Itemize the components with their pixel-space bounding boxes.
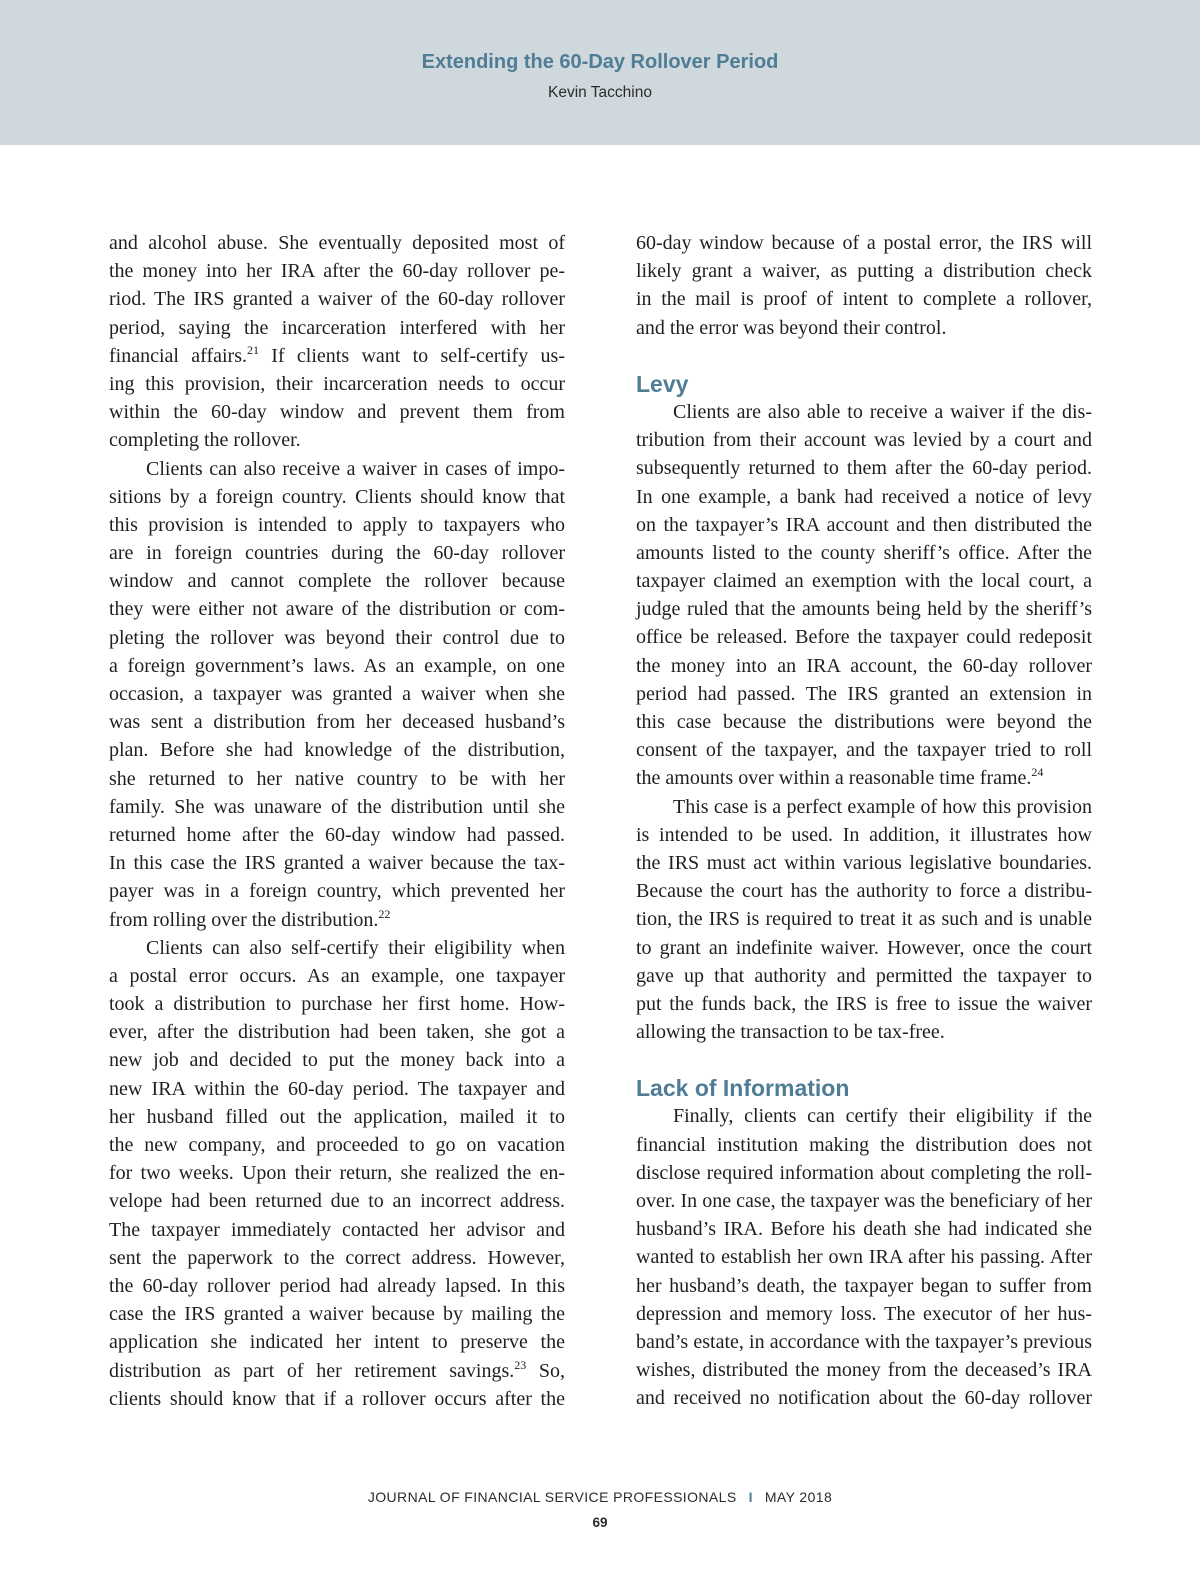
- text-line: [636, 257, 1092, 285]
- line-text: is intended to be used. In addition, it illustrates how: [636, 823, 1092, 846]
- text-line: [636, 595, 1092, 623]
- line-text: financial affairs.: [109, 344, 247, 367]
- text-line: [109, 708, 565, 736]
- line-text: on the taxpayer’s IRA account and then distributed the: [636, 513, 1092, 536]
- text-line: [109, 1216, 565, 1244]
- text-line: [109, 285, 565, 313]
- text-line: [636, 962, 1092, 990]
- text-line: [636, 1356, 1092, 1384]
- line-text: took a distribution to purchase her first home. How-: [109, 993, 565, 1016]
- text-line: [636, 1187, 1092, 1215]
- line-text: for two weeks. Upon their return, she realized the en-: [109, 1162, 565, 1185]
- line-text: the new company, and proceeded to go on vacation: [109, 1134, 565, 1156]
- text-line: [109, 821, 565, 849]
- text-line: [109, 652, 565, 680]
- text-line: [109, 736, 565, 764]
- line-text: depression and memory loss. The executor of her hus-: [636, 1302, 1092, 1325]
- line-text: this provision is intended to apply to taxpayers who: [109, 513, 565, 536]
- text-line: [109, 483, 565, 511]
- text-line: [636, 990, 1092, 1018]
- line-text: was sent a distribution from her deceased husband’s: [109, 711, 565, 734]
- text-line: [636, 1300, 1092, 1328]
- line-text: Clients are also able to receive a waiver if the dis-: [673, 400, 1092, 423]
- text-line: [636, 454, 1092, 482]
- line-text: payer was in a foreign country, which prevented her: [109, 880, 565, 903]
- text-line: [109, 1018, 565, 1046]
- text-line: [109, 314, 565, 342]
- line-text: sent the paperwork to the correct address. However,: [109, 1246, 565, 1269]
- line-text: wanted to establish her own IRA after his passing. After: [636, 1246, 1092, 1269]
- line-text: judge ruled that the amounts being held by the sheriff’s: [636, 598, 1092, 621]
- line-text: 60-day window because of a postal error, the IRS will: [636, 232, 1092, 254]
- line-text: and the error was beyond their control.: [636, 316, 947, 339]
- line-text: put the funds back, the IRS is free to issue the waiver: [636, 992, 1092, 1015]
- line-text: case the IRS granted a waiver because by mailing the: [109, 1303, 565, 1326]
- text-line: [109, 849, 565, 877]
- line-text: and alcohol abuse. She eventually deposited most of: [109, 232, 565, 254]
- line-text: her husband’s death, the taxpayer began to suffer from: [636, 1274, 1092, 1297]
- text-line: [109, 1385, 565, 1413]
- line-text: Because the court has the authority to force a distribu-: [636, 880, 1092, 903]
- line-text: application she indicated her intent to preserve the: [109, 1331, 565, 1354]
- text-line: [109, 595, 565, 623]
- line-text: and received no notification about the 60-day rollover: [636, 1387, 1092, 1410]
- text-line: [109, 962, 565, 990]
- text-line: [636, 426, 1092, 454]
- text-line: [636, 483, 1092, 511]
- line-text: window and cannot complete the rollover because: [109, 570, 565, 593]
- text-line: [109, 398, 565, 426]
- text-line: [109, 567, 565, 595]
- line-text: period, saying the incarceration interfered with her: [109, 316, 565, 339]
- text-line: [636, 821, 1092, 849]
- line-text: husband’s IRA. Before his death she had indicated she: [636, 1218, 1092, 1241]
- line-text: band’s estate, in accordance with the taxpayer’s previous: [636, 1330, 1092, 1353]
- line-text: the money into her IRA after the 60-day rollover pe-: [109, 260, 565, 283]
- text-line: [636, 539, 1092, 567]
- line-text: tion, the IRS is required to treat it as such and is unable: [636, 908, 1092, 931]
- line-text: office be released. Before the taxpayer could redeposit: [636, 626, 1092, 649]
- text-line: [109, 1272, 565, 1300]
- line-text: The taxpayer immediately contacted her advisor and: [109, 1218, 565, 1241]
- text-line: [636, 1131, 1092, 1159]
- text-line: [636, 567, 1092, 595]
- text-line: [109, 539, 565, 567]
- text-line: [636, 708, 1092, 736]
- text-line: [636, 736, 1092, 764]
- line-text: consent of the taxpayer, and the taxpayer tried to roll: [636, 739, 1092, 762]
- text-line: [109, 1187, 565, 1215]
- line-text: Finally, clients can certify their eligibility if the: [673, 1105, 1092, 1128]
- line-text: velope had been returned due to an incorrect address.: [109, 1190, 565, 1213]
- text-line: [109, 793, 565, 821]
- right-text-column: [636, 229, 1092, 1413]
- line-text: This case is a perfect example of how this provision: [673, 795, 1092, 818]
- line-text: are in foreign countries during the 60-day rollover: [109, 542, 565, 565]
- text-line: [109, 1328, 565, 1356]
- line-text: from rolling over the distribution.: [109, 908, 379, 931]
- line-text: period had passed. The IRS granted an extension in: [636, 682, 1092, 705]
- line-text: subsequently returned to them after the 60-day period.: [636, 457, 1092, 480]
- section-gap: [636, 342, 1092, 370]
- text-line: [636, 877, 1092, 905]
- line-text: the amounts over within a reasonable time frame.: [636, 767, 1032, 790]
- section-heading: Lack of Information: [636, 1075, 850, 1102]
- line-text: riod. The IRS granted a waiver of the 60-day rollover: [109, 288, 565, 311]
- line-text: wishes, distributed the money from the deceased’s IRA: [636, 1359, 1092, 1382]
- line-text-continuation: If clients want to self-certify us-: [258, 344, 565, 367]
- line-text: to grant an indefinite waiver. However, once the court: [636, 936, 1092, 959]
- article-author: Kevin Tacchino: [548, 84, 652, 101]
- footnote-reference: 24: [1031, 765, 1044, 780]
- text-line: [109, 1159, 565, 1187]
- page-number: 69: [592, 1515, 608, 1530]
- footnote-reference: 23: [514, 1357, 527, 1372]
- text-line: [109, 1300, 565, 1328]
- line-text: plan. Before she had knowledge of the distribution,: [109, 739, 565, 762]
- text-line: [636, 1384, 1092, 1412]
- line-text: completing the rollover.: [109, 429, 301, 452]
- line-text: ing this provision, their incarceration needs to occur: [109, 372, 565, 395]
- text-line: [636, 398, 1092, 426]
- line-text: Clients can also receive a waiver in cases of impo-: [146, 457, 565, 480]
- line-text: this case because the distributions were beyond the: [636, 711, 1092, 733]
- text-line: [109, 1357, 565, 1385]
- line-text: new job and decided to put the money back into a: [109, 1049, 565, 1072]
- line-text: she returned to her native country to be with her: [109, 767, 565, 790]
- text-line: [109, 990, 565, 1018]
- line-text: a foreign government’s laws. As an example, on one: [109, 654, 565, 677]
- text-line: [109, 1103, 565, 1131]
- text-line: [636, 229, 1092, 257]
- line-text: in the mail is proof of intent to complete a rollover,: [636, 288, 1092, 311]
- footnote-reference: 22: [378, 906, 391, 921]
- line-text: her husband filled out the application, mailed it to: [109, 1105, 565, 1128]
- text-line: [636, 1159, 1092, 1187]
- section-gap: [636, 1046, 1092, 1074]
- text-line: [636, 934, 1092, 962]
- footer-separator: I: [748, 1489, 753, 1505]
- text-line: [109, 1046, 565, 1074]
- text-line: [636, 1243, 1092, 1271]
- text-line: [109, 1244, 565, 1272]
- line-text: the IRS must act within various legislative boundaries.: [636, 851, 1092, 874]
- text-line: [636, 511, 1092, 539]
- text-line: [109, 342, 565, 370]
- line-text: the 60-day rollover period had already lapsed. In this: [109, 1274, 565, 1297]
- line-text-continuation: So,: [526, 1359, 566, 1382]
- line-text: occasion, a taxpayer was granted a waiver when she: [109, 683, 565, 705]
- text-line: [636, 1102, 1092, 1130]
- text-line: [636, 1272, 1092, 1300]
- text-line: [109, 1131, 565, 1159]
- text-line: [636, 793, 1092, 821]
- text-line: [636, 1328, 1092, 1356]
- line-text: financial institution making the distribution does not: [636, 1133, 1092, 1156]
- text-line: [109, 877, 565, 905]
- footer-journal-line: [0, 1489, 1200, 1505]
- text-line: [109, 257, 565, 285]
- line-text: disclose required information about completing the roll-: [636, 1161, 1092, 1184]
- line-text: ever, after the distribution had been taken, she got a: [109, 1021, 565, 1044]
- text-line: [109, 426, 565, 454]
- line-text: In one example, a bank had received a notice of levy: [636, 485, 1092, 508]
- text-line: [109, 455, 565, 483]
- line-text: allowing the transaction to be tax-free.: [636, 1021, 945, 1044]
- text-line: [636, 1018, 1092, 1046]
- line-text: a postal error occurs. As an example, one taxpayer: [109, 964, 565, 987]
- line-text: pleting the rollover was beyond their control due to: [109, 626, 565, 649]
- text-line: [636, 764, 1092, 792]
- line-text: within the 60-day window and prevent them from: [109, 401, 565, 424]
- text-line: [109, 229, 565, 257]
- text-line: [636, 905, 1092, 933]
- section-heading: Levy: [636, 370, 689, 397]
- line-text: sitions by a foreign country. Clients should know that: [109, 485, 565, 508]
- text-line: [636, 623, 1092, 651]
- text-line: [109, 765, 565, 793]
- issue-date: MAY 2018: [764, 1489, 833, 1505]
- line-text: distribution as part of her retirement savings.: [109, 1359, 515, 1382]
- line-text: family. She was unaware of the distribution until she: [109, 795, 565, 818]
- article-title: Extending the 60-Day Rollover Period: [421, 51, 779, 73]
- text-line: [636, 314, 1092, 342]
- text-line: [109, 906, 565, 934]
- line-text: returned home after the 60-day window had passed.: [109, 823, 565, 846]
- line-text: Clients can also self-certify their eligibility when: [146, 936, 565, 959]
- text-line: [109, 624, 565, 652]
- line-text: tribution from their account was levied by a court and: [636, 429, 1092, 452]
- text-line: [109, 934, 565, 962]
- line-text: over. In one case, the taxpayer was the beneficiary of her: [636, 1190, 1092, 1212]
- text-line: [636, 285, 1092, 313]
- line-text: likely grant a waiver, as putting a distribution check: [636, 260, 1092, 283]
- line-text: clients should know that if a rollover occurs after the: [109, 1387, 565, 1410]
- text-line: [636, 680, 1092, 708]
- text-line: [636, 849, 1092, 877]
- text-line: [636, 652, 1092, 680]
- text-line: [109, 370, 565, 398]
- footnote-reference: 21: [246, 342, 259, 357]
- text-line: [109, 680, 565, 708]
- text-line: [109, 511, 565, 539]
- running-header: [0, 0, 1200, 145]
- line-text: the money into an IRA account, the 60-day rollover: [636, 654, 1092, 677]
- line-text: they were either not aware of the distribution or com-: [109, 598, 565, 621]
- left-text-column: [109, 229, 565, 1413]
- line-text: amounts listed to the county sheriff’s office. After the: [636, 541, 1092, 564]
- text-line: [109, 1075, 565, 1103]
- line-text: taxpayer claimed an exemption with the local court, a: [636, 570, 1092, 593]
- line-text: In this case the IRS granted a waiver because the tax-: [109, 852, 565, 875]
- journal-name: JOURNAL OF FINANCIAL SERVICE PROFESSIONALS: [367, 1489, 737, 1505]
- line-text: new IRA within the 60-day period. The taxpayer and: [109, 1077, 565, 1100]
- text-line: [636, 1215, 1092, 1243]
- line-text: gave up that authority and permitted the taxpayer to: [636, 964, 1092, 987]
